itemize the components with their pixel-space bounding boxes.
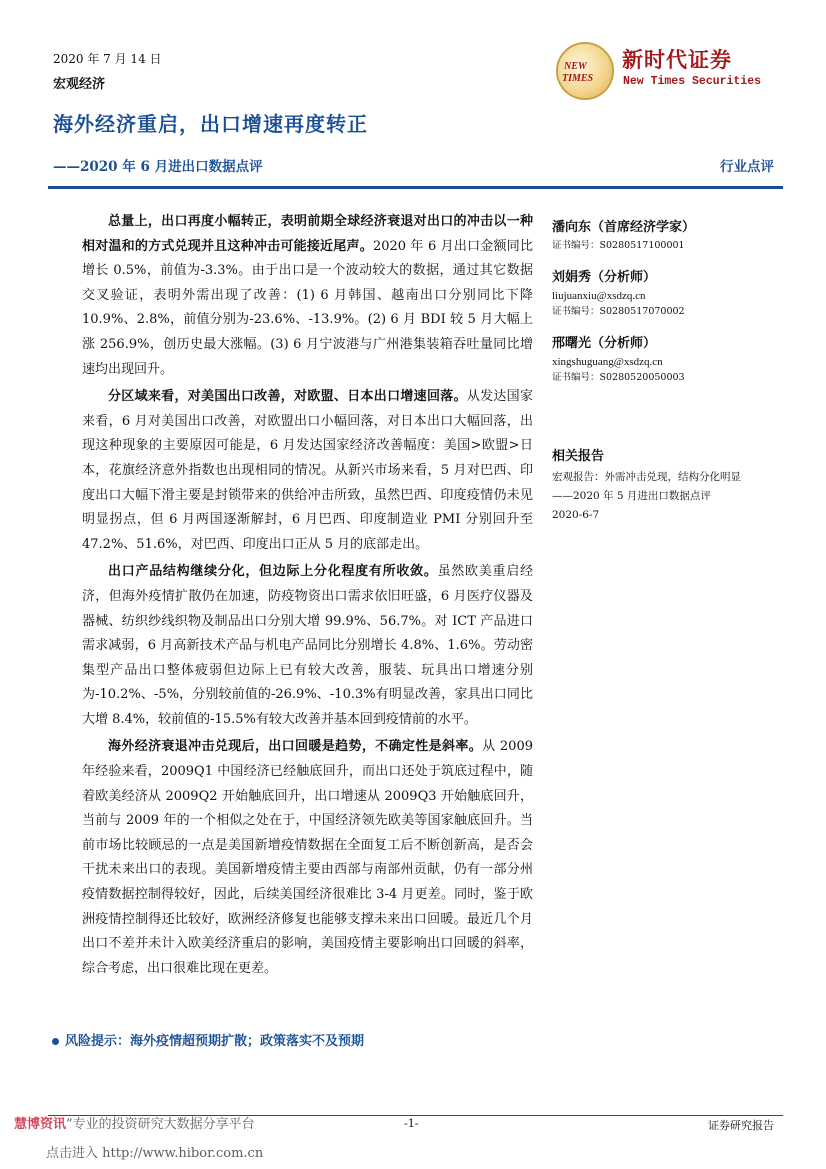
report-category: 行业点评 <box>720 159 774 175</box>
report-title: 海外经济重启，出口增速再度转正 <box>53 112 368 136</box>
analyst-email[interactable]: xingshuguang@xsdzq.cn <box>552 356 663 368</box>
watermark-brand: 慧博资讯 <box>14 1117 67 1132</box>
analyst-card <box>552 334 782 385</box>
logo-name-cn: 新时代证券 <box>622 47 732 72</box>
related-report-subtitle[interactable]: ——2020 年 5 月进出口数据点评 <box>552 490 711 502</box>
analyst-cert: 证书编号：S0280517070002 <box>552 306 685 317</box>
report-subtitle: ——2020 年 6 月进出口数据点评 <box>53 159 263 175</box>
analyst-sidebar <box>552 218 782 400</box>
watermark-text: ”专业的投资研究大数据分享平台 <box>66 1117 255 1132</box>
logo-emblem-text-2: TIMES <box>562 73 594 84</box>
watermark-line-1 <box>14 1113 255 1132</box>
paragraph-lead: 总量上，出口再度小幅转正，表明前期全球经济衰退对出口的冲击以一种相对温和的方式兑现并且这种冲击可能接近尾声。 <box>82 214 533 254</box>
report-section: 宏观经济 <box>53 77 106 92</box>
paragraph-text: 2020 年 6 月出口金额同比增长 0.5%，前值为-3.3%。由于出口是一个波动较大的数据，通过其它数据交叉验证，表明外需出现了改善：(1) 6 月韩国、越南出口分别同比下降 10.9%、2.8%，前值分别为-23.6%、-13.9%。(2) 6 月 BDI 较 5 月大幅上涨 256.9%，创历史最大涨幅。(3) 6 月宁波港与广州港集装箱吞吐量同比增速均出现回升。 <box>82 238 533 377</box>
logo-name-en: New Times Securities <box>623 75 762 88</box>
analyst-card <box>552 268 782 319</box>
analyst-name: 邢曙光（分析师） <box>552 336 657 351</box>
analyst-cert: 证书编号：S0280517100001 <box>552 240 685 251</box>
related-reports <box>552 446 782 525</box>
body-paragraph <box>82 210 533 382</box>
risk-text: 风险提示：海外疫情超预期扩散；政策落实不及预期 <box>65 1034 365 1049</box>
related-report-date: 2020-6-7 <box>552 509 600 521</box>
body-paragraph <box>82 735 533 981</box>
analyst-email[interactable]: liujuanxiu@xsdzq.cn <box>552 290 646 302</box>
company-logo <box>556 42 776 100</box>
paragraph-text: 虽然欧美重启经济，但海外疫情扩散仍在加速，防疫物资出口需求依旧旺盛，6 月医疗仪器及器械、纺织纱线织物及制品出口分别大增 99.9%、56.7%。对 ICT 产品进口需求减弱，6 月高新技术产品与机电产品同比分别增长 4.8%、1.6%。劳动密集型产品出口整体疲弱但边际上已有较大改善，服装、玩具出口增速分别为-10.2%、-5%，分别较前值的-26.9%、-10.3%有明显改善，家具出口同比大增 8.4%，较前值的-15.5%有较大改善并基本回到疫情前的水平。 <box>82 564 533 727</box>
analyst-card <box>552 218 782 253</box>
analyst-cert: 证书编号：S0280520050003 <box>552 372 685 383</box>
paragraph-lead: 海外经济衰退冲击兑现后，出口回暖是趋势，不确定性是斜率。 <box>108 739 483 755</box>
report-date: 2020 年 7 月 14 日 <box>53 52 162 66</box>
risk-warning <box>52 1030 364 1049</box>
analyst-name: 刘娟秀（分析师） <box>552 270 657 285</box>
page-number: -1- <box>404 1117 419 1130</box>
header-divider <box>48 186 783 189</box>
paragraph-text: 从 2009 年经验来看，2009Q1 中国经济已经触底回升，而出口还处于筑底过程中，随着欧美经济从 2009Q2 开始触底回升，出口增速从 2009Q3 开始触底回升，当前与 2009 年的一个相似之处在于，中国经济领先欧美等国家触底回升。当前市场比较顾忌的一点是美国新增疫情数据在全面复工后不断创新高，是否会干扰未来出口的表现。美国新增疫情主要由西部与南部州贡献，仍有一部分州疫情数据控制得较好，因此，后续美国经济很难比 3-4 月更差。同时，鉴于欧洲疫情控制得还比较好，欧洲经济修复也能够支撑未来出口回暖。最近几个月出口不差并未计入欧美经济重启的影响，美国疫情主要影响出口回暖的斜率，综合考虑，出口很难比现在更差。 <box>82 739 533 976</box>
paragraph-lead: 分区域来看，对美国出口改善，对欧盟、日本出口增速回落。 <box>108 389 467 405</box>
body-paragraph <box>82 560 533 732</box>
watermark-link[interactable]: 点击进入 http://www.hibor.com.cn <box>46 1146 264 1161</box>
bullet-icon <box>52 1038 59 1045</box>
paragraph-text: 从发达国家来看，6 月对美国出口改善，对欧盟出口小幅回落，对日本出口大幅回落，出现这种现象的主要原因可能是，6 月发达国家经济改善幅度：美国>欧盟>日本，花旗经济意外指数也出现相同的情况。从新兴市场来看，5 月对巴西、印度出口大幅下滑主要是封锁带来的供给冲击所致，虽然巴西、印度疫情仍未见明显拐点，但 6 月两国逐渐解封，6 月巴西、印度制造业 PMI 分别回升至 47.2%、51.6%，对巴西、印度出口正从 5 月的底部走出。 <box>82 389 533 552</box>
related-heading: 相关报告 <box>552 449 605 464</box>
analyst-name: 潘向东（首席经济学家） <box>552 220 696 235</box>
footer-label: 证券研究报告 <box>708 1119 774 1132</box>
logo-emblem-icon <box>556 42 614 100</box>
paragraph-lead: 出口产品结构继续分化，但边际上分化程度有所收敛。 <box>108 564 438 580</box>
body-paragraph <box>82 385 533 557</box>
logo-emblem-text-1: NEW <box>564 61 587 72</box>
main-body <box>82 210 533 984</box>
related-report-title[interactable]: 宏观报告：外需冲击兑现，结构分化明显 <box>552 471 741 483</box>
